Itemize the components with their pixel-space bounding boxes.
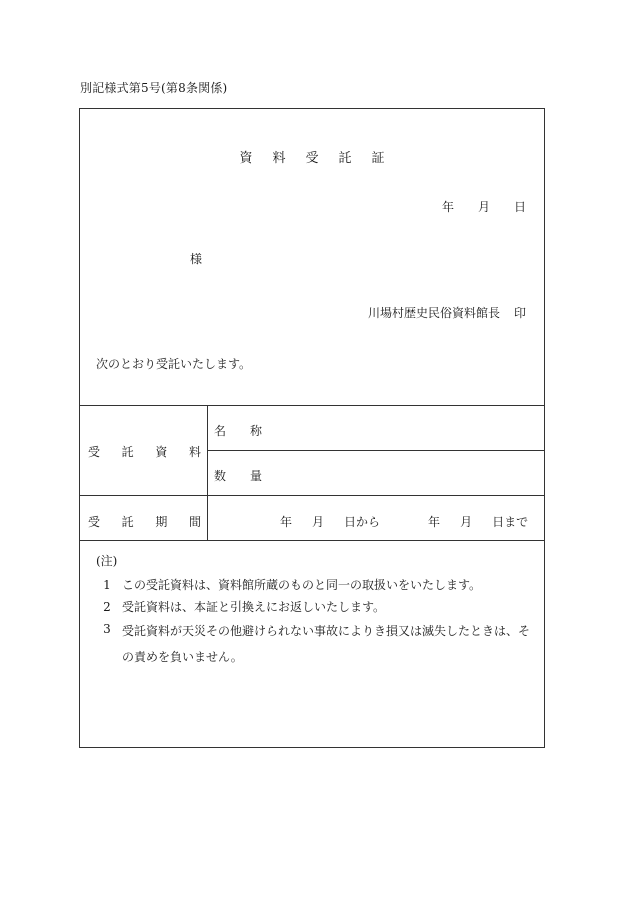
row-divider — [207, 450, 544, 451]
column-divider — [207, 405, 208, 540]
period-from-year: 年 — [280, 515, 293, 529]
issuer-name: 川場村歴史民俗資料館長 — [367, 306, 500, 320]
notes-section — [96, 550, 536, 670]
title-char: 料 — [272, 151, 306, 166]
period-to-year: 年 — [428, 515, 441, 529]
note-item — [96, 574, 536, 596]
period-to-day: 日まで — [492, 515, 529, 529]
label-char: 期 — [155, 515, 168, 529]
row-divider — [80, 495, 544, 496]
date-day: 日 — [513, 200, 526, 214]
title-char: 受 — [305, 151, 339, 166]
title-char: 資 — [239, 151, 273, 166]
title-char: 託 — [338, 151, 372, 166]
label-char: 量 — [250, 469, 263, 483]
label-char: 受 — [88, 445, 101, 459]
issue-date — [418, 198, 526, 215]
certificate-form — [79, 108, 545, 748]
seal-mark: 印 — [513, 306, 526, 320]
form-caption: 別記様式第5号(第8条関係) — [80, 81, 228, 95]
note-item — [96, 596, 536, 618]
note-number: 2 — [103, 600, 111, 614]
label-char: 名 — [214, 424, 227, 438]
note-text: この受託資料は、資料館所蔵のものと同一の取扱いをいたします。 — [122, 578, 482, 592]
title-char: 証 — [371, 151, 385, 166]
label-char: 間 — [188, 515, 201, 529]
label-char: 託 — [121, 515, 134, 529]
period-value — [280, 513, 528, 530]
name-field-label — [214, 422, 286, 439]
statement: 次のとおり受託いたします。 — [96, 357, 252, 371]
addressee: 様 — [190, 252, 203, 266]
date-month: 月 — [477, 200, 490, 214]
label-char: 資 — [155, 445, 168, 459]
notes-heading: (注) — [96, 554, 118, 568]
label-char: 料 — [188, 445, 201, 459]
label-char: 託 — [121, 445, 134, 459]
period-from-month: 月 — [312, 515, 325, 529]
date-year: 年 — [441, 200, 454, 214]
table-top-border — [80, 405, 544, 406]
period-to-month: 月 — [460, 515, 473, 529]
note-item — [96, 618, 536, 670]
document-title — [80, 147, 544, 166]
note-text: 受託資料は、本証と引換えにお返しいたします。 — [122, 600, 386, 614]
label-char: 称 — [250, 424, 263, 438]
issuer — [368, 304, 526, 321]
material-label — [80, 443, 207, 460]
note-number: 3 — [103, 622, 111, 636]
label-char: 受 — [88, 515, 101, 529]
quantity-field-label — [214, 467, 286, 484]
table-bottom-border — [80, 540, 544, 541]
period-label — [80, 513, 207, 530]
note-text: 受託資料が天災その他避けられない事故によりき損又は滅失したときは、その責めを負いません。 — [122, 624, 531, 664]
label-char: 数 — [214, 469, 227, 483]
period-from-day: 日から — [344, 515, 381, 529]
note-number: 1 — [103, 578, 111, 592]
